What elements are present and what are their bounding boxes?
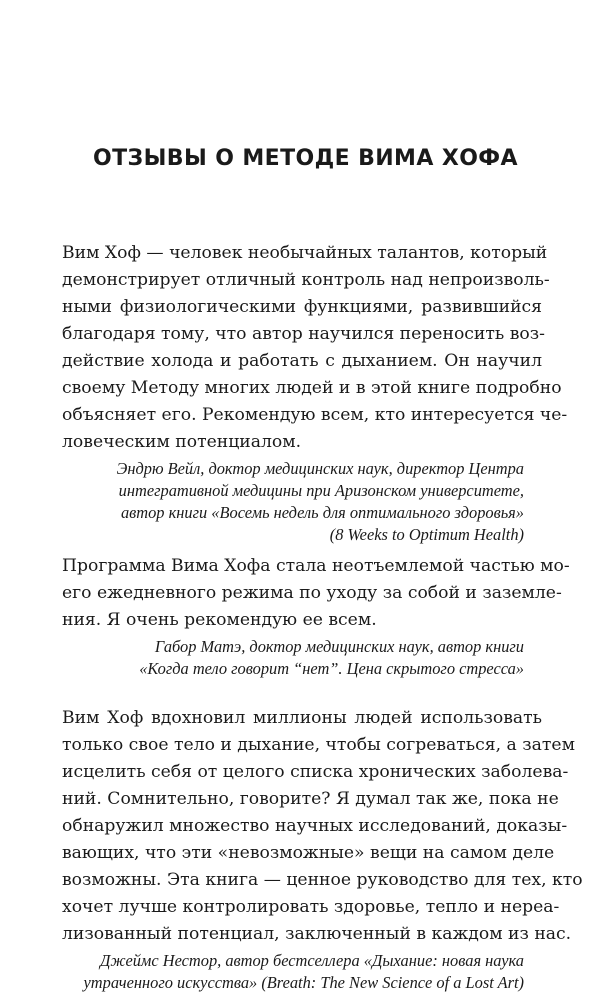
page-title: ОТЗЫВЫ О МЕТОДЕ ВИМА ХОФА <box>93 146 518 171</box>
testimonial-line: вающих, что эти «невозможные» вещи на самом деле <box>62 843 555 863</box>
testimonial-line: благодаря тому, что автор научился переносить воз- <box>62 324 545 344</box>
attribution-line: Эндрю Вейл, доктор медицинских наук, директор Центра <box>116 459 524 478</box>
testimonial-line: ний. Сомнительно, говорите? Я думал так же, пока не <box>62 789 559 809</box>
attribution-line: Джеймс Нестор, автор бестселлера «Дыхание: новая наука <box>99 951 524 970</box>
testimonial-line: своему Методу многих людей и в этой книге подробно <box>62 378 562 398</box>
testimonial-line: возможны. Эта книга — ценное руководство для тех, кто <box>62 870 583 890</box>
testimonial-line: обнаружил множество научных исследований, доказы- <box>62 816 568 836</box>
testimonial-line: действие холода и работать с дыханием. Он научил <box>62 351 542 371</box>
testimonial-line: ловеческим потенциалом. <box>62 432 302 452</box>
attribution-line: «Когда тело говорит “нет”. Цена скрытого стресса» <box>139 659 524 678</box>
attribution-line: автор книги «Восемь недель для оптимального здоровья» <box>120 503 524 522</box>
testimonial-line: ния. Я очень рекомендую ее всем. <box>62 610 377 630</box>
attribution-line: (8 Weeks to Optimum Health) <box>329 525 524 544</box>
testimonial-line: его ежедневного режима по уходу за собой и заземле- <box>62 583 562 603</box>
testimonial-line: Вим Хоф — человек необычайных талантов, который <box>62 243 548 263</box>
testimonial-line: только свое тело и дыхание, чтобы согреваться, а затем <box>62 735 575 755</box>
attribution-line: Габор Матэ, доктор медицинских наук, автор книги <box>154 637 524 656</box>
testimonial-line: исцелить себя от целого списка хронических заболева- <box>62 762 569 782</box>
testimonial-line: демонстрирует отличный контроль над непроизволь- <box>62 270 550 290</box>
testimonial-line: хочет лучше контролировать здоровье, тепло и нереа- <box>62 897 560 917</box>
testimonial-line: объясняет его. Рекомендую всем, кто интересуется че- <box>62 405 568 425</box>
testimonial-line: Программа Вима Хофа стала неотъемлемой частью мо- <box>62 556 570 576</box>
attribution-line: утраченного искусства» (Breath: The New Science of a Lost Art) <box>83 973 524 992</box>
testimonial-line: ными физиологическими функциями, развившийся <box>62 297 542 317</box>
testimonial-line: лизованный потенциал, заключенный в каждом из нас. <box>62 924 572 944</box>
attribution-line: интегративной медицины при Аризонском университете, <box>118 481 524 500</box>
testimonial-line: Вим Хоф вдохновил миллионы людей использовать <box>62 708 542 728</box>
